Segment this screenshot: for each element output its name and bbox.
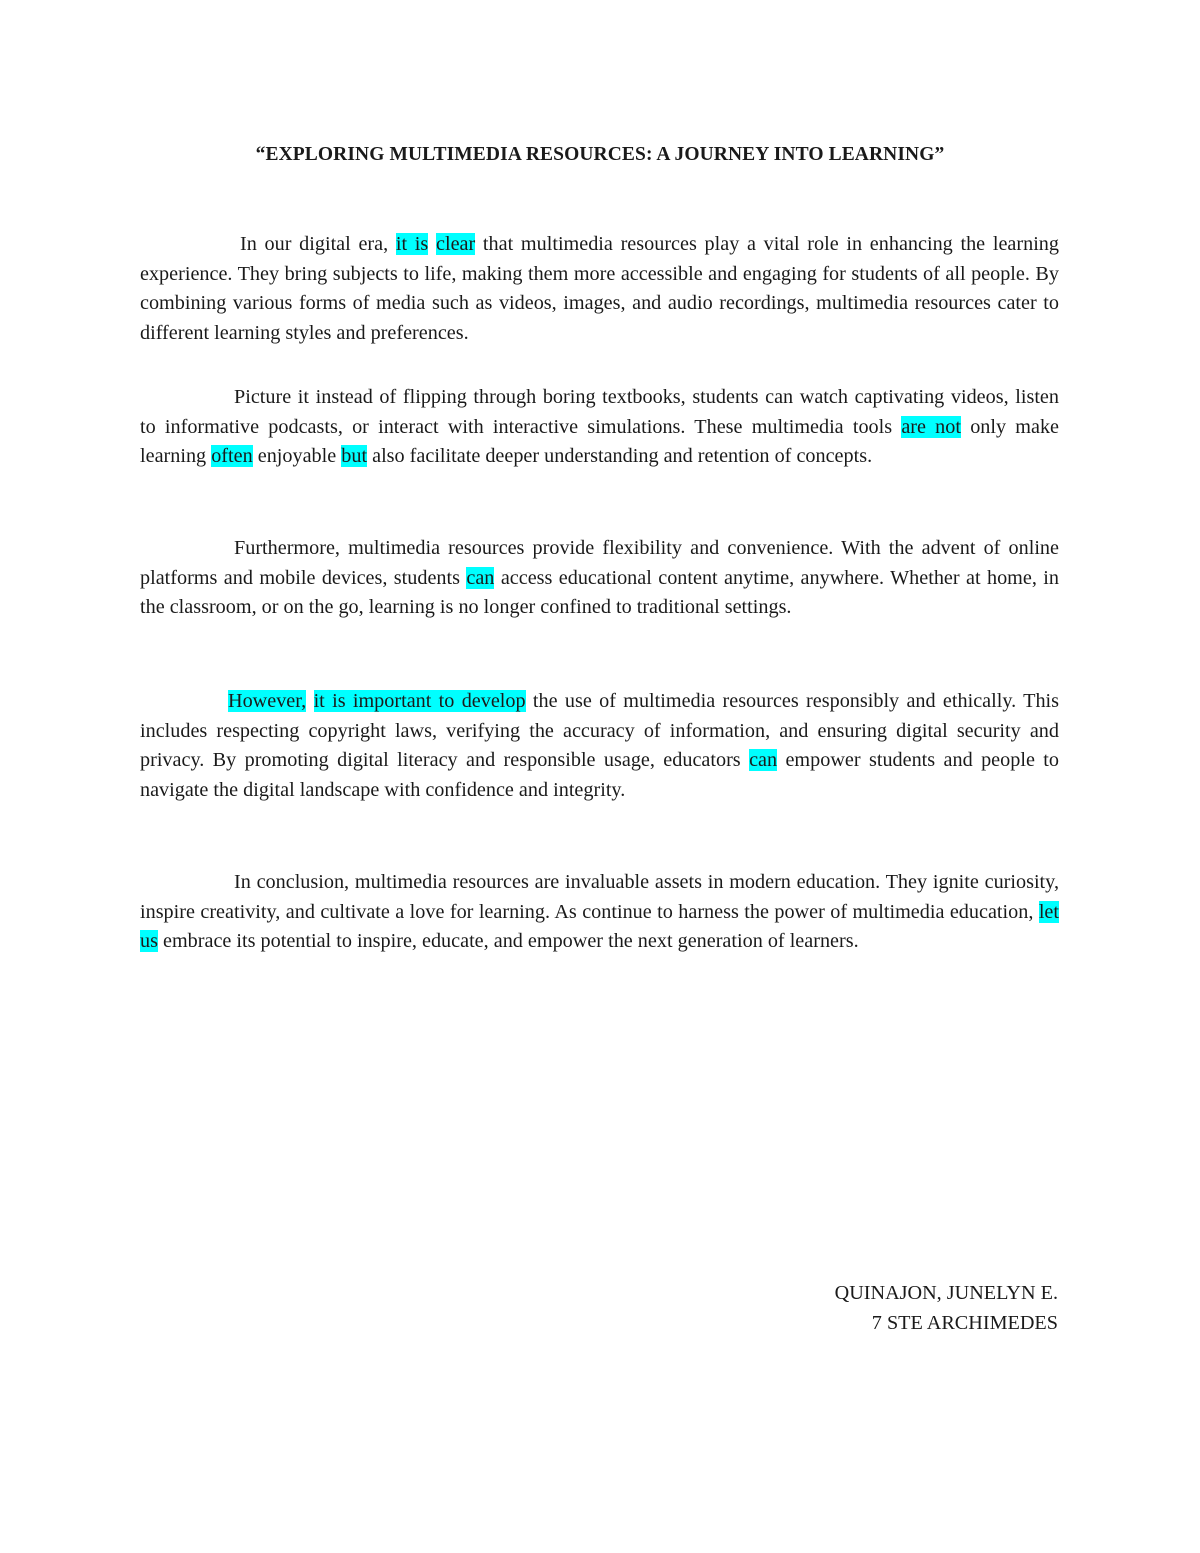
paragraph-text: access educational content anytime, anywhere. Whether at home, in the classroom, or on the go, learning is no longer confined to traditional settings. (140, 566, 1059, 619)
paragraph-text: Picture it instead of flipping through boring textbooks, students can watch captivating videos, listen to informative podcasts, or interact with interactive simulations. These multimedia tools (140, 386, 1059, 438)
author-section: 7 STE ARCHIMEDES (871, 1312, 1058, 1334)
highlighted-text: often (211, 445, 253, 468)
highlighted-text: clear (436, 233, 476, 255)
highlighted-text: can (749, 749, 778, 772)
paragraph-text (428, 233, 436, 255)
paragraph-text: In our digital era, (240, 233, 396, 255)
highlighted-text: are not (901, 415, 961, 438)
paragraph-text: the use of multimedia resources responsibly and ethically. This includes respecting copyright laws, verifying the accuracy of information, and ensuring digital security and privacy. By promoting digital literacy and responsible usage, educators (140, 690, 1059, 772)
paragraph-3 (140, 534, 1059, 623)
highlighted-text: However, (228, 690, 307, 712)
highlighted-text: can (466, 566, 495, 589)
highlighted-text: but (341, 445, 368, 468)
paragraph-text: only make learning (140, 415, 1060, 468)
paragraph-5 (140, 868, 1059, 957)
highlighted-text: it is important to develop (313, 690, 526, 712)
highlighted-text: let us (140, 900, 1059, 953)
paragraph-text: Furthermore, multimedia resources provide flexibility and convenience. With the advent of online platforms and mobile devices, students (140, 537, 1059, 589)
paragraph-2 (140, 383, 1059, 472)
paragraph-text: empower students and people to navigate the digital landscape with confidence and integrity. (140, 749, 1059, 802)
paragraph-text: that multimedia resources play a vital role in enhancing the learning experience. They bring subjects to life, making them more accessible and engaging for students of all people. By combining various forms of media such as videos, images, and audio recordings, multimedia resources cater to different learning styles and preferences. (140, 233, 1059, 345)
highlighted-text: it is (395, 233, 429, 255)
author-name: QUINAJON, JUNELYN E. (834, 1282, 1058, 1304)
paragraph-text (306, 690, 313, 712)
paragraph-text: also facilitate deeper understanding and retention of concepts. (367, 445, 873, 468)
paragraph-text: enjoyable (252, 445, 342, 468)
paragraph-text: In conclusion, multimedia resources are invaluable assets in modern education. They ignite curiosity, inspire creativity, and cultivate a love for learning. As continue to harness the power of multimedia education, (140, 871, 1059, 923)
paragraph-1 (140, 230, 1059, 349)
paragraph-text: embrace its potential to inspire, educate, and empower the next generation of learners. (157, 930, 859, 953)
document-title: “EXPLORING MULTIMEDIA RESOURCES: A JOURNEY INTO LEARNING” (255, 144, 945, 165)
paragraph-4 (140, 687, 1059, 806)
